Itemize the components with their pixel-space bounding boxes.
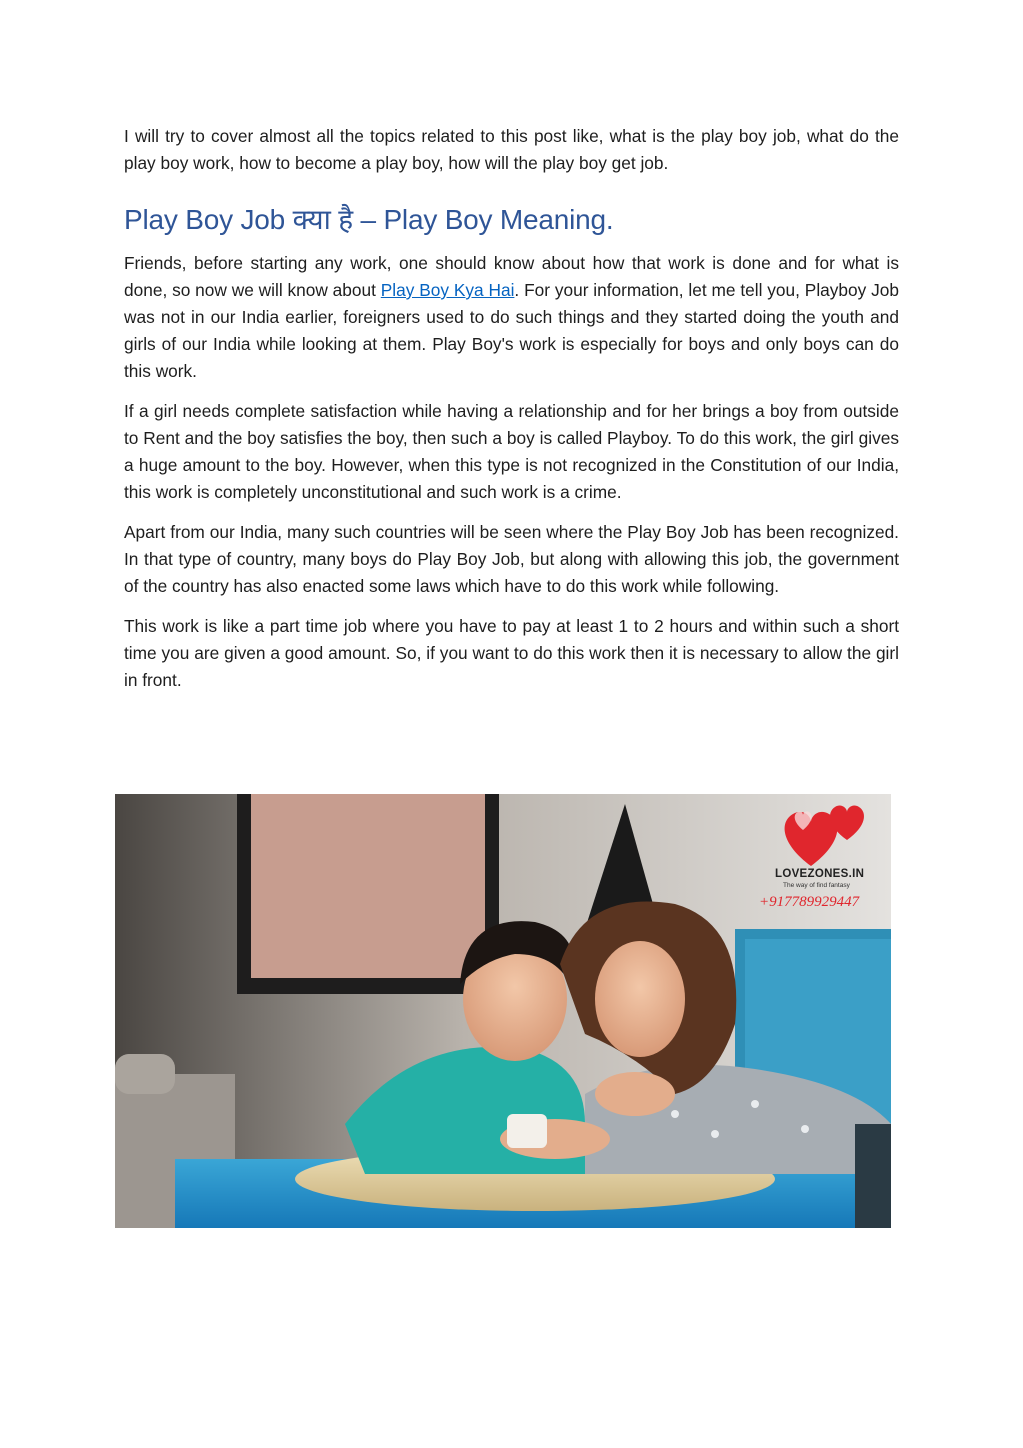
paragraph-part-time: This work is like a part time job where you have to pay at least 1 to 2 hours and within such a short time you are given a good amount. So, if you want to do this work then it is necessary to allow the girl in front. [124, 616, 899, 690]
play-boy-kya-hai-link[interactable]: Play Boy Kya Hai [380, 280, 515, 300]
brand-tagline: The way of find fantasy [783, 882, 850, 889]
article-photo [115, 794, 891, 1228]
section-heading: Play Boy Job क्या है – Play Boy Meaning. [124, 204, 614, 235]
intro-paragraph: I will try to cover almost all the topics related to this post like, what is the play boy job, what do the play boy work, how to become a play boy, how will the play boy get job. [124, 126, 899, 173]
paragraph-text: . For your information, let me tell you, Playboy Job was not in our India earlier, foreigners used to do such things and they started doing the youth and girls of our India while looking at them. Play Boy's work is especially for boys and only boys can do this work. [124, 280, 899, 381]
hearts-icon [771, 794, 889, 874]
article-content [124, 123, 899, 707]
paragraph-text: Friends, before starting any work, one should know about how that work is done and for what is done, so now we will know about [124, 253, 899, 300]
brand-phone: +917789929447 [759, 894, 860, 910]
paragraph-friends [124, 250, 899, 385]
brand-name: LOVEZONES.IN [775, 868, 865, 880]
paragraph-satisfaction: If a girl needs complete satisfaction while having a relationship and for her brings a boy from outside to Rent and the boy satisfies the boy, then such a boy is called Playboy. To do this work, the girl gives a huge amount to the boy. However, when this type is not recognized in the Constitution of our India, this work is completely unconstitutional and such work is a crime. [124, 401, 899, 502]
paragraph-countries: Apart from our India, many such countries will be seen where the Play Boy Job has been recognized. In that type of country, many boys do Play Boy Job, but along with allowing this job, the government of the country has also enacted some laws which have to do this work while following. [124, 522, 899, 596]
